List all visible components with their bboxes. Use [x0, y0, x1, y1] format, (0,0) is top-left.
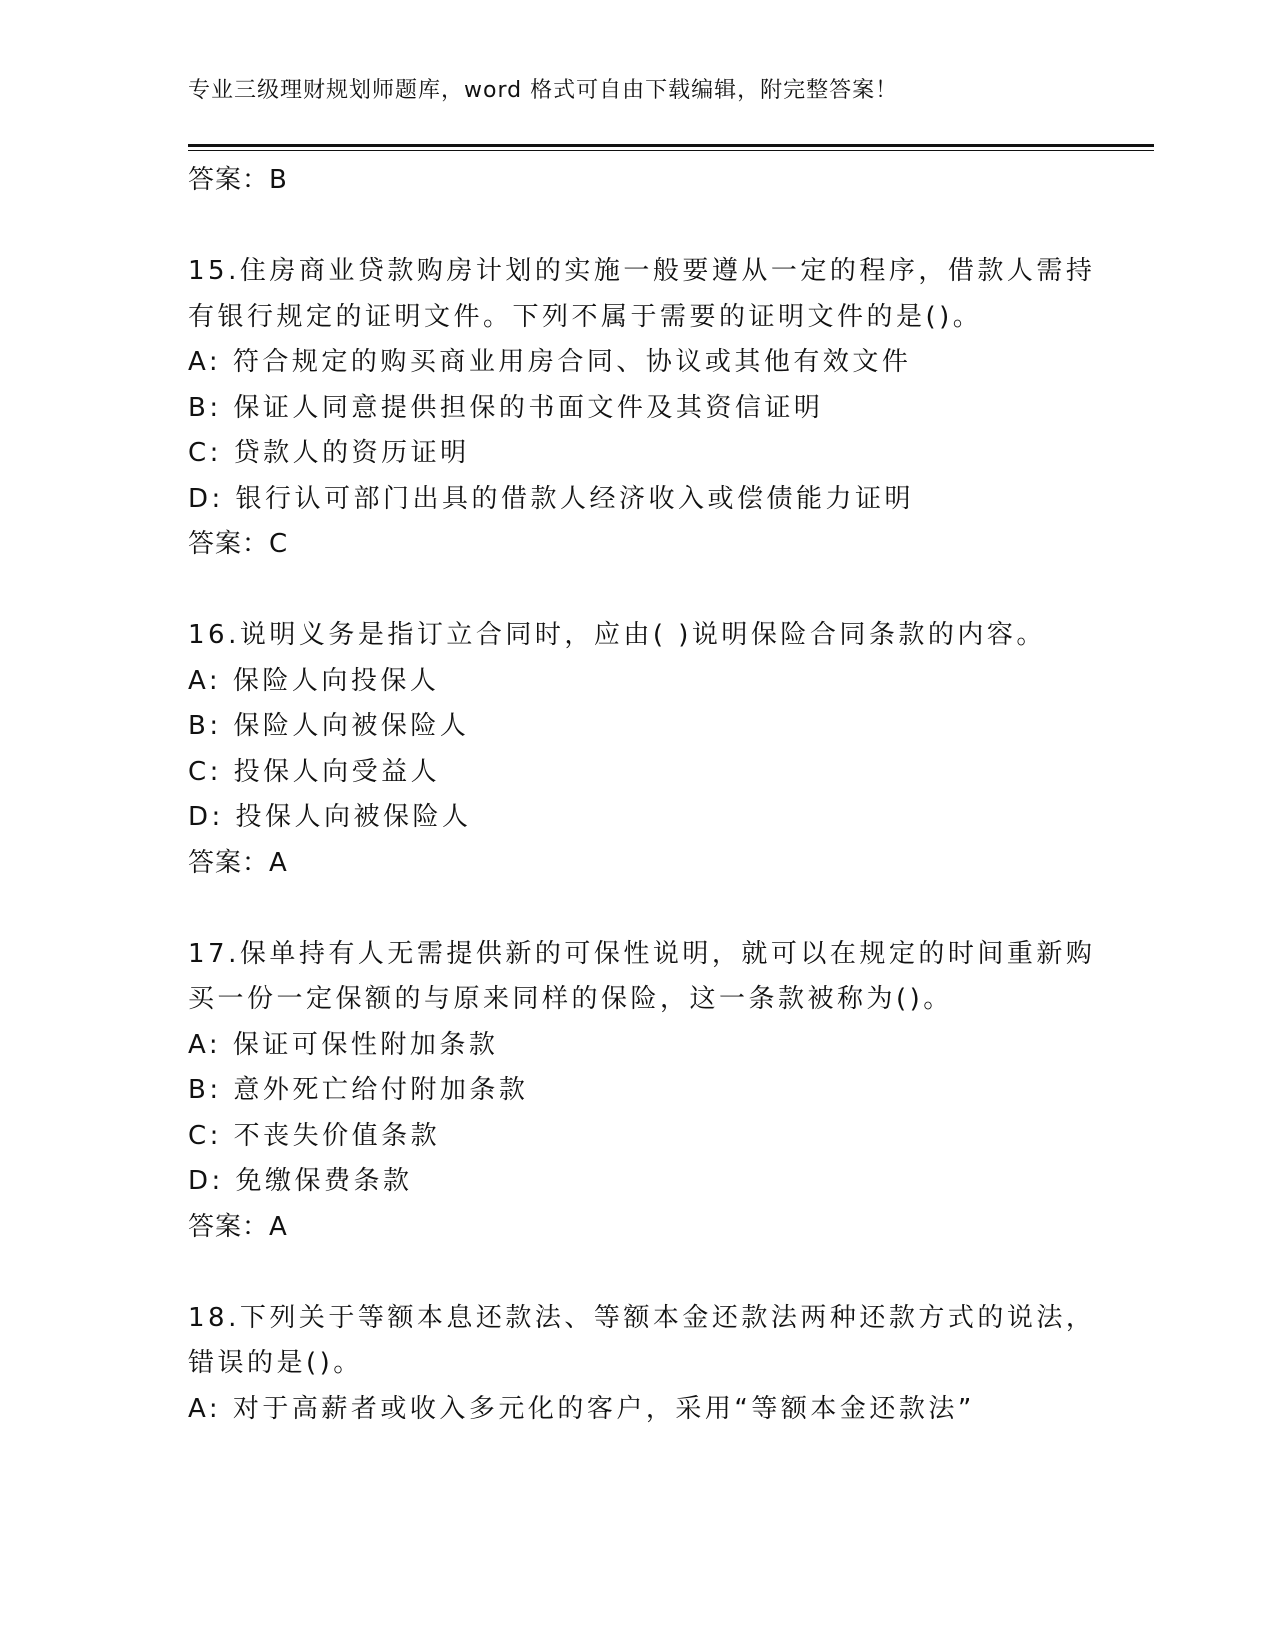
answer-line: 答案：A — [188, 847, 288, 878]
question-stem-line: 18.下列关于等额本息还款法、等额本金还款法两种还款方式的说法， — [188, 1302, 1096, 1333]
option-c: C: 投保人向受益人 — [188, 756, 441, 787]
question-17 — [188, 932, 1096, 1251]
question-stem-line: 买一份一定保额的与原来同样的保险，这一条款被称为()。 — [188, 984, 953, 1014]
option-a: A: 保险人向投保人 — [188, 665, 440, 696]
option-a: A: 保证可保性附加条款 — [188, 1029, 499, 1060]
question-stem-line: 有银行规定的证明文件。下列不属于需要的证明文件的是()。 — [188, 301, 983, 332]
option-b: B: 意外死亡给付附加条款 — [188, 1075, 529, 1105]
option-d: D: 投保人向被保险人 — [188, 802, 472, 832]
spacer — [188, 204, 1088, 250]
question-16 — [188, 613, 1088, 886]
question-18 — [188, 1296, 1096, 1433]
option-c: C: 不丧失价值条款 — [188, 1120, 441, 1151]
option-b: B: 保险人向被保险人 — [188, 711, 470, 741]
question-stem-line: 17.保单持有人无需提供新的可保性说明，就可以在规定的时间重新购 — [188, 938, 1096, 969]
question-15 — [188, 249, 1096, 568]
document-body — [188, 158, 1096, 1432]
spacer — [188, 886, 1088, 932]
question-stem-line: 15.住房商业贷款购房计划的实施一般要遵从一定的程序，借款人需持 — [188, 256, 1096, 286]
spacer — [188, 568, 1088, 614]
answer-line: 答案：C — [188, 529, 289, 559]
header-divider — [188, 144, 1154, 151]
option-c: C: 贷款人的资历证明 — [188, 438, 470, 468]
option-a: A: 符合规定的购买商业用房合同、协议或其他有效文件 — [188, 347, 912, 377]
option-b: B: 保证人同意提供担保的书面文件及其资信证明 — [188, 392, 824, 423]
answer-line: 答案：B — [188, 165, 288, 195]
answer-line: 答案：A — [188, 1211, 288, 1242]
page-header: 专业三级理财规划师题库，word 格式可自由下载编辑，附完整答案！ — [188, 78, 899, 103]
option-d: D: 免缴保费条款 — [188, 1166, 413, 1196]
question-stem-line: 错误的是()。 — [188, 1348, 363, 1378]
option-d: D: 银行认可部门出具的借款人经济收入或偿债能力证明 — [188, 483, 915, 514]
question-stem-line: 16.说明义务是指订立合同时，应由( )说明保险合同条款的内容。 — [188, 620, 1046, 650]
option-a: A: 对于高薪者或收入多元化的客户，采用“等额本金还款法” — [188, 1393, 975, 1424]
spacer — [188, 1250, 1088, 1296]
